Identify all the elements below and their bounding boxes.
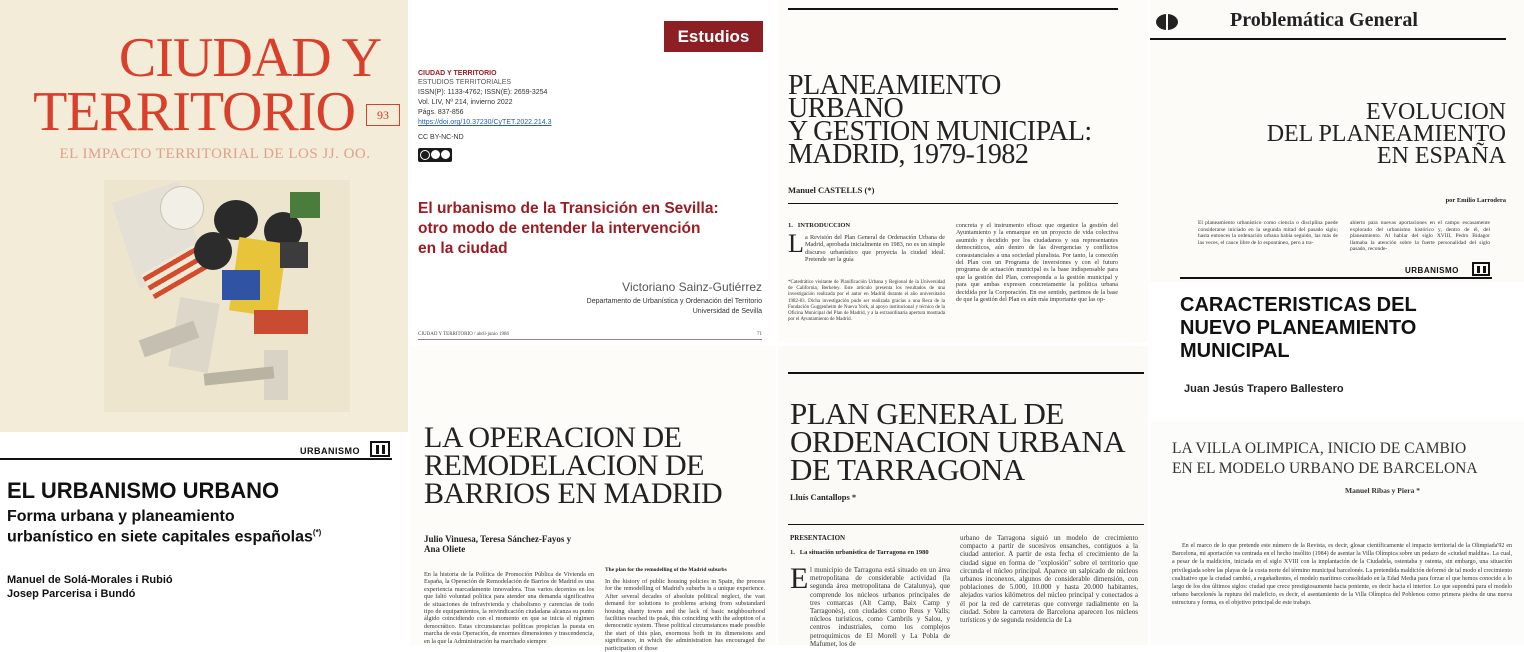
article-title-line1: LA VILLA OLIMPICA, INICIO DE CAMBIO: [1172, 440, 1467, 457]
journal-name: CIUDAD Y TERRITORIO: [418, 70, 497, 77]
article-title-line4: MADRID, 1979-1982: [788, 139, 1029, 170]
authors-line2: Ana Oliete: [424, 544, 466, 554]
article-title-line2: REMODELACION DE: [424, 449, 704, 482]
magazine-cover: [0, 0, 408, 432]
article-subtitle-line2: [7, 528, 321, 546]
article-title-line1: LA OPERACION DE: [424, 421, 682, 454]
article-caracteristicas: [1150, 282, 1524, 422]
doi-link[interactable]: https://doi.org/10.37230/CyTET.2022.214.3: [418, 119, 552, 126]
issn: ISSN(P): 1133-4762; ISSN(E): 2659-3254: [418, 89, 548, 96]
column-1-text: El planeamiento urbanístico como ciencia o disciplina puede considerarse iniciado en la segunda mitad del pasado siglo; hasta entonces la ordenación urbana había seguido, las más de las veces, el cauce libre de lo espontáneo, pero a tra-: [1198, 220, 1338, 246]
article-title-line1: El urbanismo de la Transición en Sevilla:: [418, 200, 719, 217]
column-2-text: concreta y el instrumento eficaz que organice la gestión del Ayuntamiento y la enmarque en un proyecto de vida colectiva asumido y decidido por los ciudadanos y sus representantes democráticos, aún dentro de las divergencias y conflictos consustanciales a una sociedad pluralista. Por tanto, la conexión del Plan con un Programa de inversiones y con el futuro programa de actuación municipal es la base indispensable para que la gestión del Plan, corresponda a la gestión municipal y para que ambas expresen concretamente la política urbana decidida por la Corporación. En ese sentido, partimos de la base de que la gestión del Plan es aún más importante que las op-: [956, 222, 1118, 304]
article-title-line1: PLAN GENERAL DE: [790, 396, 1064, 431]
article-subtitle-text: urbanístico en siete capitales españolas: [7, 528, 313, 546]
article-author: por Emilio Larrodera: [1445, 197, 1506, 204]
article-author: Victoriano Sainz-Gutiérrez: [622, 280, 762, 294]
footnote-marker: (*): [312, 528, 322, 537]
section-label: URBANISMO: [1405, 266, 1459, 275]
footnote: *Catedrático visitante de Planificación Urbana y Regional de la Universidad de California, Berkeley. Este artículo presenta los resultados de una investigación realizada por el autor en Madrid durante el año universitario 1982-83. Dicha investigación pudo ser realizada gracias a una Beca de la Fundación Guggenheim de Nueva York, al apoyo institucional y técnico de la Oficina Municipal del Plan de Madrid, y a la extraordinaria apertura mostrada por el Ayuntamiento de Madrid.: [788, 280, 945, 323]
urbanismo-logo-icon: [370, 441, 390, 457]
section-header: Problemática General: [1230, 9, 1418, 31]
dropcap: E: [790, 562, 809, 595]
section-label: URBANISMO: [300, 446, 360, 456]
author-2: Josep Parcerisa i Bundó: [7, 588, 136, 600]
article-title: EL URBANISMO URBANO: [7, 478, 280, 503]
article-title-line2: NUEVO PLANEAMIENTO: [1180, 317, 1417, 339]
cover-title-line2: TERRITORIO: [33, 81, 355, 143]
article-urbanismo-urbano: [0, 432, 408, 645]
article-title-line1: PLANEAMIENTO: [788, 70, 1001, 101]
authors-line1: Julio Vinuesa, Teresa Sánchez-Fayos y: [424, 534, 572, 544]
cover-subtitle: EL IMPACTO TERRITORIAL DE LOS JJ. OO.: [59, 146, 371, 162]
article-tarragona: [778, 346, 1148, 648]
article-remodelacion: [410, 346, 776, 652]
section-rule: [1180, 277, 1492, 279]
dropcap: L: [788, 229, 804, 258]
column-1-text: a Revisión del Plan General de Ordenación Urbana de Madrid, aprobada inicialmente en 1983, no es un simple discurso urbanístico que proyecta la ciudad ideal. Pretende ser la guía: [805, 234, 945, 264]
circle-logo-icon: [1156, 14, 1178, 30]
article-title-line3: MUNICIPAL: [1180, 340, 1290, 362]
article-body: En el marco de lo que pretende este número de la Revista, es decir, glosar científicamente el impacto territorial de la Olimpiada'92 en Barcelona, mi aportación va centrada en el hecho insólito (1984) de asentar la Villa Olímpica sobre un pedazo de «ciudad maldita». La cual, a pesar de la maldición, iniciada en el siglo XVIII con la implantación de la Ciudadela, ostentaba y ostenta, sin embargo, una situación privilegiada sobre las playas de la costa norte del término municipal barcelonés. La pretendida maldición deformó de tal modo el crecimiento cualitativo que la ciudad cambió, a regañadientes, el modelo marítimo consolidado en la Edad Media para forzar el que hemos conocido a lo largo de los dos últimos siglos: ciudad que crece prestigiosamente hacia poniente, es decir hacia el interior. Lo que supondrá para el modelo urbano barcelonés la ruptura del maleficio, es decir, el asentamiento de la Villa Olímpica del Poblenou como primera piedra de una nueva estructura y forma, es el objetivo principal de este trabajo.: [1172, 543, 1512, 607]
article-planeamiento-madrid: [778, 0, 1148, 342]
article-title-line3: en la ciudad: [418, 240, 508, 257]
license: CC BY-NC-ND: [418, 134, 464, 141]
top-rule: [788, 8, 1118, 10]
article-title-line2: URBANO: [788, 93, 904, 124]
urbanismo-logo-icon: [1472, 262, 1490, 276]
article-author: Manuel Ribas y Piera *: [1345, 486, 1420, 495]
column-2-text: urbano de Tarragona siguió un modelo de crecimiento compacto a partir de sucesivos ensanches, contiguos a la ciudad anterior. A partir de esta fecha el crecimiento de la ciudad sigue en forma de "explosión" sobre el territorio que circunda el núcleo principal. Aparece un salpicado de núcleos urbanos inconexos, algunos de considerable dimensión, con poblaciones de 5.000, 10.000 y hasta 20.000 habitantes, alejados varios kilómetros del núcleo principal y conectados a él por la red de carreteras que converge radialmente en la ciudad. Sobre la carretera de Barcelona aparecen los núcleos turísticos y de segunda residencia de La: [960, 534, 1138, 625]
cover-painting: [104, 180, 350, 412]
top-rule: [788, 372, 1144, 374]
article-title-line2: ORDENACION URBANA: [790, 424, 1126, 459]
article-author: Lluís Cantallops *: [790, 492, 857, 502]
article-title-line2: DEL PLANEAMIENTO: [1266, 121, 1506, 147]
article-title-line3: Y GESTION MUNICIPAL:: [788, 116, 1092, 147]
article-sevilla: [410, 0, 776, 342]
author-rule: [788, 524, 1144, 525]
article-title-line1: CARACTERISTICAS DEL: [1180, 294, 1417, 316]
volume: Vol. LIV, Nº 214, invierno 2022: [418, 99, 513, 106]
article-title-line3: DE TARRAGONA: [790, 452, 1025, 487]
author-1: Manuel de Solá-Morales i Rubió: [7, 574, 173, 586]
article-evolucion: [1150, 0, 1524, 282]
subsection-heading: 1. La situación urbanística de Tarragona en 1980: [790, 549, 929, 556]
column-1-text: l municipio de Tarragona está situado en un área metropolitana de considerable actividad (la segunda área metropolitana de Catalunya), que comprende los núcleos urbanos principales de tres comarcas (Alt Camp, Baix Camp y Tarragonès), con ciudades como Reus y Valls; núcleos turísticos, como Cambrils y Salou, y centros industriales, como los complejos petroquímicos de El Morell y La Pobla de Mafumet, los de: [810, 566, 950, 648]
article-title-line3: EN ESPAÑA: [1376, 143, 1506, 169]
article-subtitle-line1: Forma urbana y planeamiento: [7, 508, 235, 525]
affiliation-line2: Universidad de Sevilla: [692, 308, 762, 315]
english-abstract: In the history of public housing policies in Spain, the process for the remodelling of Madrid's suburbs is a unique experience. After several decades of absolute political neglect, the vast demand for solutions to problems arising from substandard housing shanty towns and the lack of basic neighbourhood facilities reached its peak, this coinciding with the adoption of a democratic system. These political circumstances made possible the start of this plan, enormous both in its dimensions and significance, in which the administration has encouraged the participation of those: [605, 578, 765, 652]
cover-title-line1: CIUDAD Y: [118, 27, 382, 89]
journal-series: ESTUDIOS TERRITORIALES: [418, 79, 512, 86]
article-author: Manuel CASTELLS (*): [788, 185, 875, 195]
section-rule: [0, 458, 392, 460]
article-title-line3: BARRIOS EN MADRID: [424, 477, 723, 510]
page-number: 71: [757, 332, 762, 337]
section-heading: 1. INTRODUCCION: [788, 222, 851, 229]
column-2-text: abierto para nuevas aportaciones en el campo escasamente explorado del urbanismo histórico y, dentro de él, del planeamiento. Al hablar del siglo XVIII, Pedro Bidagor llamaba la atención sobre la fuerte personalidad del siglo pasado, reconde-: [1350, 220, 1490, 253]
article-title-line1: EVOLUCION: [1366, 99, 1506, 125]
pages: Págs. 837-856: [418, 109, 464, 116]
article-author: Juan Jesús Trapero Ballestero: [1184, 383, 1344, 395]
article-title-line2: otro modo de entender la intervención: [418, 220, 701, 237]
header-rule: [1150, 38, 1506, 40]
article-villa-olimpica: [1150, 422, 1524, 645]
cover-issue-number: 93: [366, 104, 400, 126]
section-heading: PRESENTACION: [790, 534, 846, 542]
affiliation-line1: Departamento de Urbanística y Ordenación del Territorio: [586, 298, 762, 305]
running-footer: CIUDAD Y TERRITORIO / abril-junio 1986: [418, 332, 509, 337]
english-heading: The plan for the remodelling of the Madrid suburbs: [605, 567, 727, 573]
author-rule: [788, 203, 1118, 204]
estudios-badge: Estudios: [664, 21, 763, 52]
footer-rule: [418, 339, 762, 340]
cc-by-nc-nd-icon: [418, 148, 452, 162]
article-title-line2: EN EL MODELO URBANO DE BARCELONA: [1172, 460, 1478, 477]
spanish-abstract: En la historia de la Política de Promoción Pública de Vivienda en España, la Operación de Remodelación de Barrios de Madrid es una experiencia marcadamente innovadora. Tras varios decenios en los que faltó voluntad política para atender una demanda significativa de situaciones de infravivienda y chabolismo y carencias de todo tipo de equipamientos, la reivindicación ciudadana alcanza su punto álgido coincidiendo con el momento en que se inicia el régimen democrático. Estas circunstancias políticas propician la puesta en marcha de esta Operación, de enormes dimensiones y trascendencia, en la que la Administración ha marchado siempre: [424, 571, 594, 645]
